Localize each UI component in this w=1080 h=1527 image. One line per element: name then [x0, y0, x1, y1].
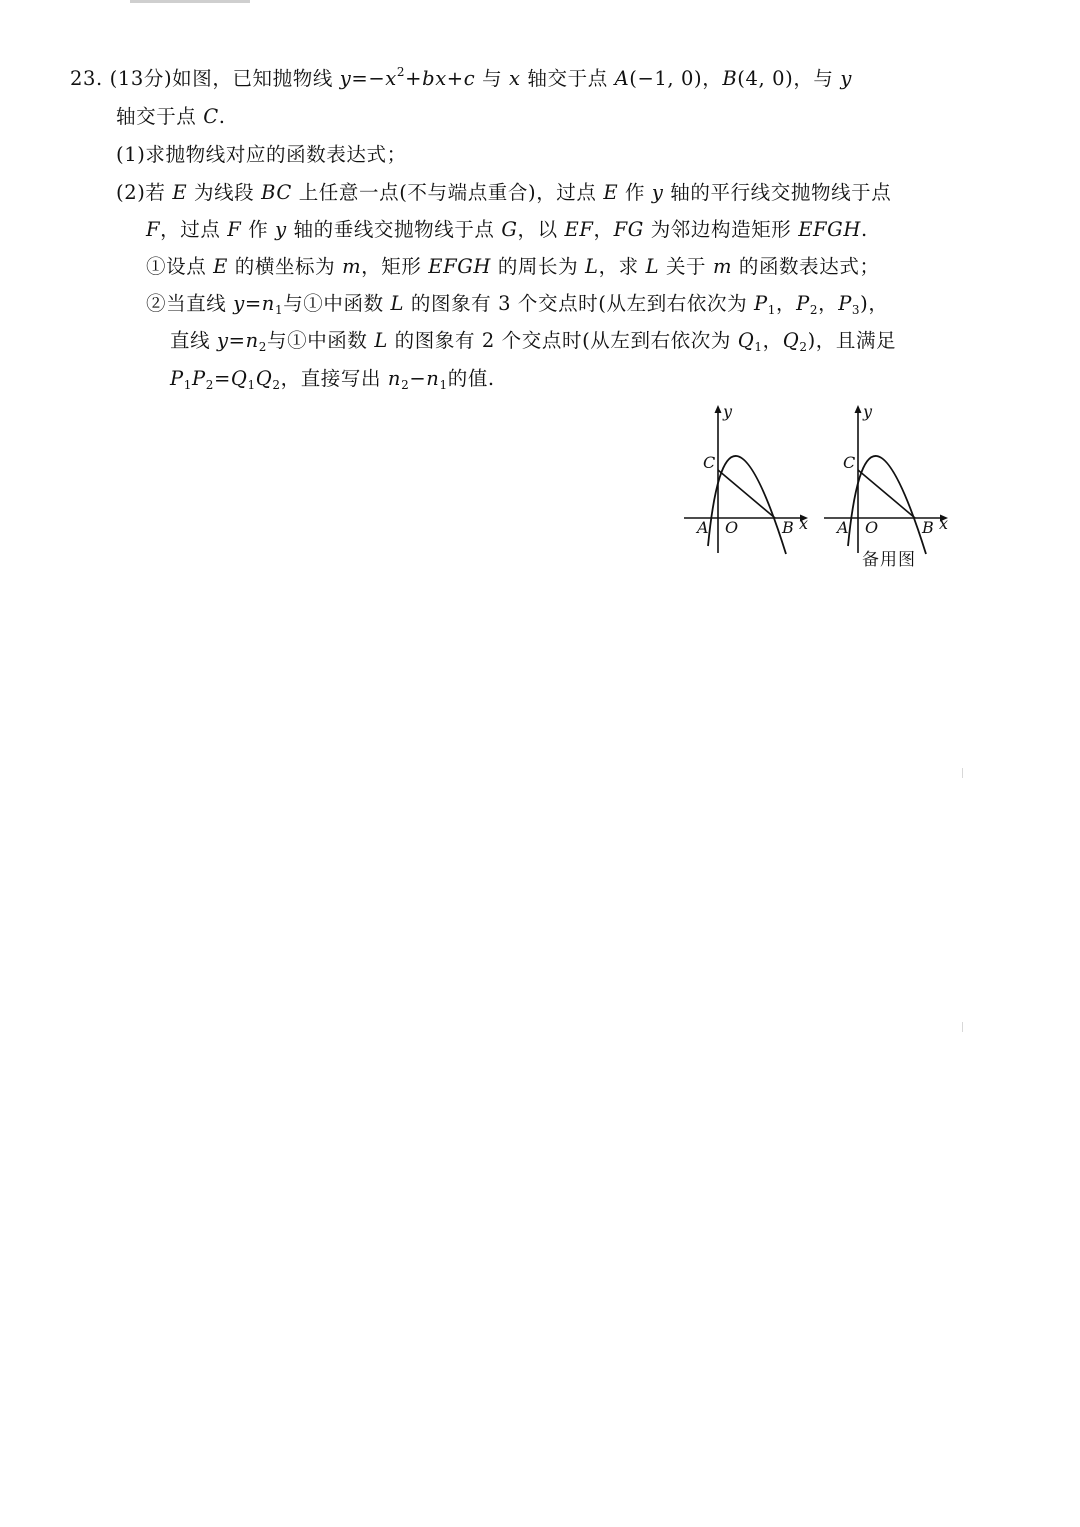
part-2-line-2: F，过点 F 作 y 轴的垂线交抛物线于点 G，以 EF，FG 为邻边构造矩形 EFGH. [146, 218, 868, 241]
label-o: O [865, 518, 879, 537]
label-x: x [799, 514, 809, 533]
label-c: C [843, 453, 856, 472]
parabola-figure-main [684, 398, 814, 558]
problem-number: 23. [70, 67, 103, 90]
label-b: B [922, 518, 934, 537]
label-a: A [697, 518, 709, 537]
y-axis-arrow [715, 405, 722, 413]
equation-y: y [339, 67, 352, 90]
label-b: B [782, 518, 794, 537]
label-y: y [723, 402, 733, 421]
figure-caption: 备用图 [862, 550, 916, 570]
subpart-1: ①设点 E 的横坐标为 m，矩形 EFGH 的周长为 L，求 L 关于 m 的函数表达式； [146, 255, 880, 278]
subpart-2-line-3: $P_1P_2=Q_1Q_2$，直接写出 $n_2-n_1$的值. [170, 367, 495, 392]
segment-bc [858, 470, 915, 518]
problem-23 [0, 0, 1080, 600]
problem-line-2: 轴交于点 C. [116, 105, 226, 128]
subpart-2-line-2: 直线 $y=n_2$与①中函数 L 的图象有 2 个交点时(从左到右依次为 $Q_1$，$Q_2$)，且满足 [170, 329, 897, 354]
problem-score: (13分) [109, 67, 173, 90]
label-c: C [703, 453, 716, 472]
label-y: y [863, 402, 873, 421]
label-o: O [725, 518, 739, 537]
label-a: A [837, 518, 849, 537]
y-axis-arrow [855, 405, 862, 413]
parabola-figure-spare [824, 398, 954, 570]
subpart-2-line-1: ②当直线 $y=n_1$与①中函数 L 的图象有 3 个交点时(从左到右依次为 $P_1$，$P_2$，$P_3$)， [146, 292, 889, 317]
label-x: x [939, 514, 949, 533]
segment-bc [718, 470, 775, 518]
scan-speck [962, 1022, 963, 1032]
part-1: (1)求抛物线对应的函数表达式； [116, 143, 407, 166]
problem-line-1: 23. (13分)如图，已知抛物线 $y=-x^2+bx+c$ 与 x 轴交于点 A(−1, 0)，B(4, 0)，与 y [70, 65, 852, 90]
part-2-line-1: (2)若 E 为线段 BC 上任意一点(不与端点重合)，过点 E 作 y 轴的平行线交抛物线于点 [116, 181, 892, 204]
scan-speck [962, 768, 963, 778]
